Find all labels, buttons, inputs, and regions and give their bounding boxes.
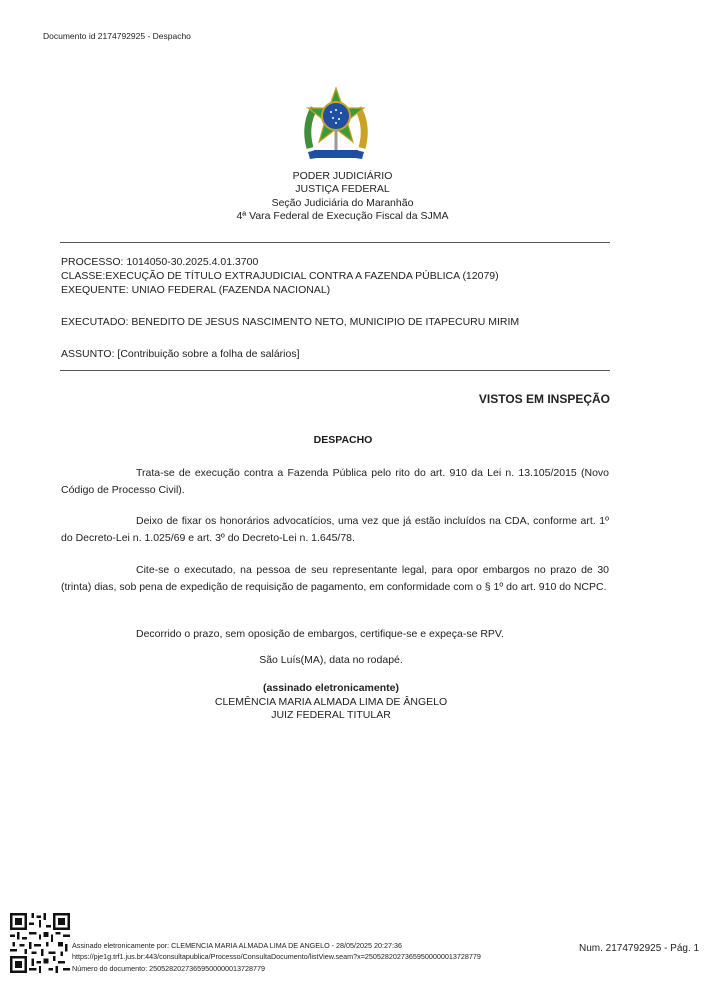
classe-line: CLASSE:EXECUÇÃO DE TÍTULO EXTRAJUDICIAL CONTRA A FAZENDA PÚBLICA (12079): [61, 270, 499, 282]
paragraph-4: Decorrido o prazo, sem oposição de embargos, certifique-se e expeça-se RPV.: [136, 628, 504, 640]
court-header: [0, 170, 710, 224]
paragraph-3: Cite-se o executado, na pessoa de seu representante legal, para opor embargos no prazo de 30 (trinta) dias, sob pena de expedição de requisição de pagamento, em conformidade com o § 1º do art. 910 do NCPC.: [61, 564, 609, 593]
divider-bottom: [60, 370, 610, 371]
processo-line: PROCESSO: 1014050-30.2025.4.01.3700: [61, 256, 259, 268]
footer-signed-line: Assinado eletronicamente por: CLEMENCIA MARIA ALMADA LIMA DE ANGELO - 28/05/2025 20:27:36: [72, 941, 402, 950]
coat-of-arms-icon: [300, 86, 372, 166]
vistos-heading: VISTOS EM INSPEÇÃO: [478, 392, 610, 406]
footer-doc-number: Número do documento: 25052820273659500000013728779: [72, 963, 266, 973]
document-id-line: Documento id 2174792925 - Despacho: [43, 31, 191, 41]
header-line-3: Seção Judiciária do Maranhão: [271, 196, 414, 209]
footer-signature-info: [72, 940, 481, 974]
footer-url-line[interactable]: https://pje1g.trf1.jus.br:443/consultapublica/Processo/ConsultaDocumento/listView.seam?x=25052820273659500000013728779: [72, 952, 481, 962]
signature-electronic: (assinado eletronicamente): [263, 682, 399, 694]
signature-name: CLEMÊNCIA MARIA ALMADA LIMA DE ÂNGELO: [214, 695, 448, 708]
qr-code-icon: [10, 913, 70, 973]
place-date: São Luís(MA), data no rodapé.: [259, 654, 403, 666]
exequente-line: EXEQUENTE: UNIAO FEDERAL (FAZENDA NACIONAL): [61, 284, 331, 296]
header-line-1: PODER JUDICIÁRIO: [292, 170, 393, 182]
paragraph-2: Deixo de fixar os honorários advocatícios, uma vez que já estão incluídos na CDA, conforme art. 1º do Decreto-Lei n. 1.025/69 e art. 3º do Decreto-Lei n. 1.645/78.: [61, 515, 609, 544]
signature-block: [0, 682, 686, 723]
header-line-2: JUSTIÇA FEDERAL: [295, 183, 390, 196]
paragraph-1: Trata-se de execução contra a Fazenda Pública pelo rito do art. 910 da Lei n. 13.105/2015 (Novo Código de Processo Civil).: [61, 467, 609, 496]
despacho-title: DESPACHO: [313, 434, 373, 446]
signature-role: JUIZ FEDERAL TITULAR: [271, 709, 391, 721]
assunto-line: ASSUNTO: [Contribuição sobre a folha de salários]: [61, 348, 300, 360]
executado-line: EXECUTADO: BENEDITO DE JESUS NASCIMENTO NETO, MUNICIPIO DE ITAPECURU MIRIM: [61, 316, 520, 328]
page-number: Num. 2174792925 - Pág. 1: [579, 943, 700, 954]
header-line-4: 4ª Vara Federal de Execução Fiscal da SJMA: [236, 210, 449, 223]
divider-top: [60, 242, 610, 243]
